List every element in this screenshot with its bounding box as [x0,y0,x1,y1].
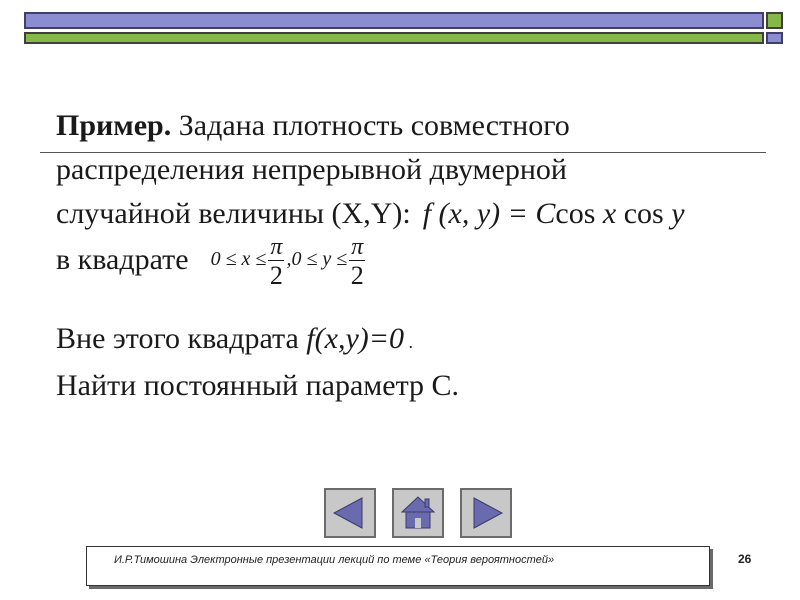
square-inequality [210,234,368,290]
right-triangle-icon [462,490,510,536]
fraction-pi-over-2-a: $\frac{\pi}{2}$ [269,234,283,290]
line-5-text: Вне этого квадрата [56,322,299,355]
prev-slide-button[interactable] [324,488,376,538]
left-triangle-icon [326,490,374,536]
spacer [56,293,776,317]
line-5 [56,317,776,364]
line-6: Найти постоянный параметр С. [56,369,460,402]
line-4 [56,236,776,293]
line-3-text: случайной величины (X,Y): [56,197,411,230]
fraction-pi-over-2-b: $\frac{\pi}{2}$ [350,234,364,290]
line-3 [56,192,776,236]
zero-condition: f(x,y)=0 [306,322,404,355]
line-2: распределения непрерывной двумерной [56,153,567,186]
line-1 [56,104,776,148]
page-number: 26 [738,552,752,566]
footer-text: И.Р.Тимошина Электронные презентации лекций по теме «Теория вероятностей» [114,554,555,566]
line-4-text: в квадрате [56,243,189,277]
next-slide-button[interactable] [460,488,512,538]
formula-cos-1: cos [555,197,596,230]
example-heading: Пример. [56,109,172,142]
density-formula [423,197,685,230]
line-5-dot: . [404,332,413,352]
header-square-purple [766,32,783,44]
line-1-text: Задана плотность совместного [171,109,570,142]
formula-var-y: y [671,197,685,230]
formula-lhs: f (x, y) = C [422,197,556,230]
home-icon [394,490,442,536]
slide-body [56,104,776,408]
header-bar-green [24,32,764,44]
ineq-x-part: 0 ≤ x ≤ [210,248,267,271]
header-bar-purple [24,12,764,29]
formula-cos-2: cos [623,197,664,230]
ineq-y-part: ,0 ≤ y ≤ [286,248,348,271]
header-square-green [766,12,783,29]
footer-box [86,546,710,586]
home-button[interactable] [392,488,444,538]
formula-var-x: x [602,197,617,230]
